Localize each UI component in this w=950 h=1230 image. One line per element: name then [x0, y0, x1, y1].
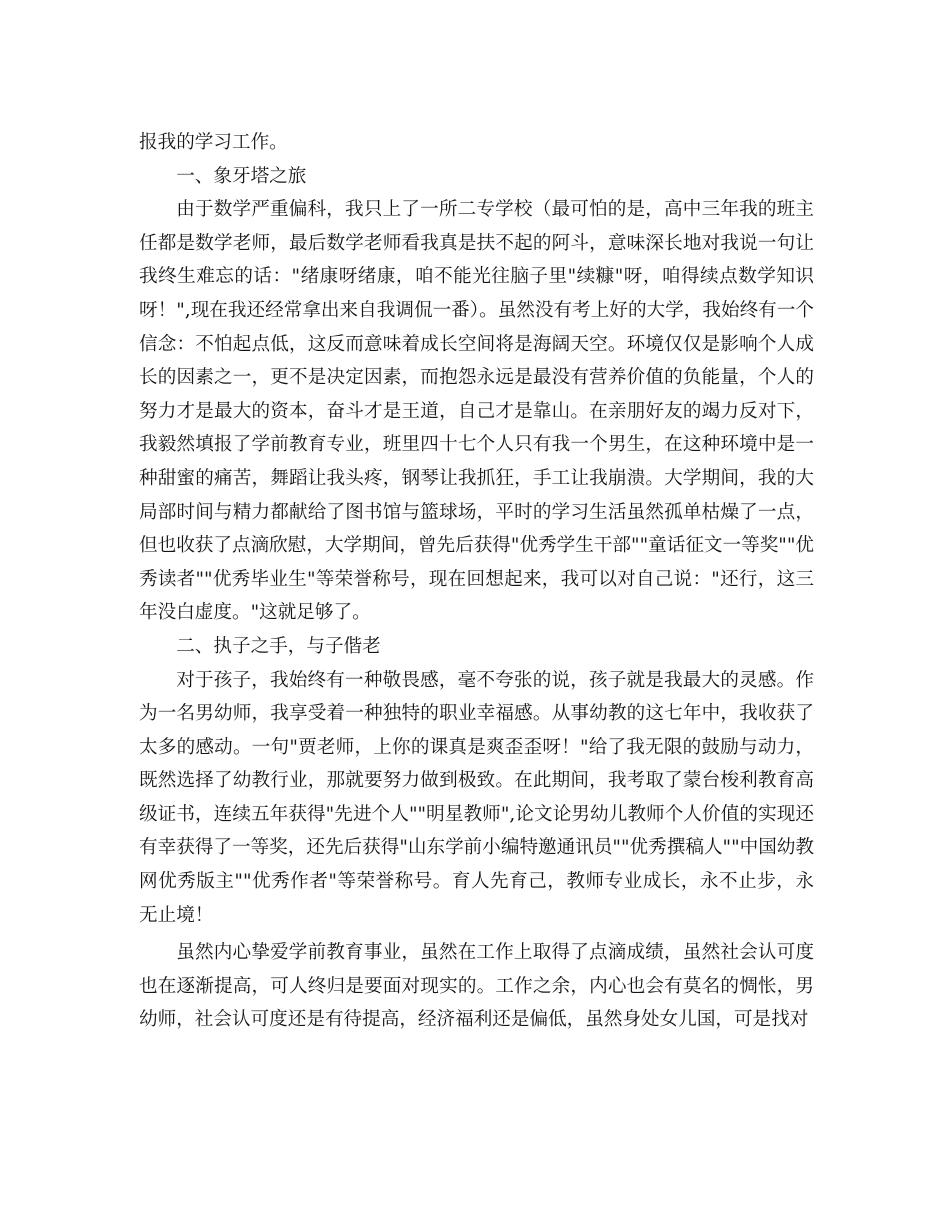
section-heading-ivory-tower: 一、象牙塔之旅: [176, 165, 307, 187]
section-heading-hold-hands: 二、执子之手，与子偕老: [176, 635, 381, 657]
paragraph-college-years: 由于数学严重偏科，我只上了一所二专学校（最可怕的是，高中三年我的班主任都是数学老师，最后数学老师看我真是扶不起的阿斗，意味深长地对我说一句让我终生难忘的话："绪康呀绪康，咱不能光往脑子里"续糠"呀，咱得续点数学知识呀！",现在我还经常拿出来自我调侃一番）。虽然没有考上好的大学，我始终有一个信念：不怕起点低，这反而意味着成长空间将是海阔天空。环境仅仅是影响个人成长的因素之一，更不是决定因素，而抱怨永远是最没有营养价值的负能量，个人的努力才是最大的资本，奋斗才是王道，自己才是靠山。在亲朋好友的竭力反对下，我毅然填报了学前教育专业，班里四十七个人只有我一个男生，在这种环境中是一种甜蜜的痛苦，舞蹈让我头疼，钢琴让我抓狂，手工让我崩溃。大学期间，我的大局部时间与精力都献给了图书馆与篮球场，平时的学习生活虽然孤单枯燥了一点，但也收获了点滴欣慰，大学期间，曾先后获得"优秀学生干部""童话征文一等奖""优秀读者""优秀毕业生"等荣誉称号，现在回想起来，我可以对自己说："还行，这三年没白虚度。"这就足够了。: [139, 199, 814, 624]
document-body: [139, 126, 814, 1037]
paragraph-teaching-career: 对于孩子，我始终有一种敬畏感，毫不夸张的说，孩子就是我最大的灵感。作为一名男幼师，我享受着一种独特的职业幸福感。从事幼教的这七年中，我收获了太多的感动。一句"贾老师，上你的课真是爽歪歪呀！"给了我无限的鼓励与动力，既然选择了幼教行业，那就要努力做到极致。在此期间，我考取了蒙台梭利教育高级证书，连续五年获得"先进个人""明星教师",论文论男幼儿教师个人价值的实现还有幸获得了一等奖，还先后获得"山东学前小编特邀通讯员""优秀撰稿人""中国幼教网优秀版主""优秀作者"等荣誉称号。育人先育己，教师专业成长，永不止步，永无止境！: [139, 669, 814, 926]
paragraph-intro-tail: 报我的学习工作。: [139, 132, 288, 153]
paragraph-reality: 虽然内心挚爱学前教育事业，虽然在工作上取得了点滴成绩，虽然社会认可度也在逐渐提高，可人终归是要面对现实的。工作之余，内心也会有莫名的惆怅，男幼师，社会认可度还是有待提高，经济福利还是偏低，虽然身处女儿国，可是找对: [139, 942, 814, 1031]
